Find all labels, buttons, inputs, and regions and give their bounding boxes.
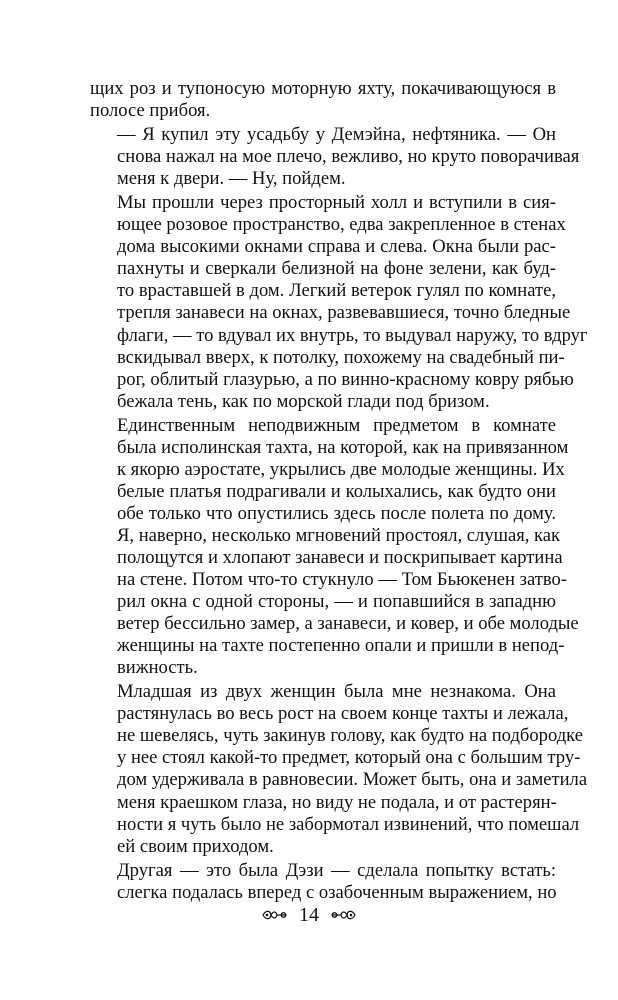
text-line: ветер бессильно замер, а занавеси, и ковер, и обе молодые xyxy=(117,613,579,635)
paragraph xyxy=(90,192,588,412)
text-line: ей своим приходом. xyxy=(117,835,274,857)
text-line: Я, наверно, несколько мгновений простоял, слушая, как xyxy=(117,524,561,546)
text-line: Младшая из двух женщин была мне незнакома. Она xyxy=(117,681,556,703)
text-line: флаги, — то вдувал их внутрь, то выдувал наружу, то вдруг xyxy=(117,324,588,346)
text-line: меня краешком глаза, но виду не подала, и от растерян- xyxy=(117,791,557,813)
paragraph xyxy=(90,414,579,680)
text-line: слегка подалась вперед с озабоченным выражением, но xyxy=(117,881,557,903)
text-line: меня к двери. — Ну, пойдем. xyxy=(117,168,346,190)
text-line: рил окна с одной стороны, — и попавшийся в западню xyxy=(117,591,556,613)
paragraph xyxy=(90,78,556,122)
text-line: ющее розовое пространство, едва закрепленное в стенах xyxy=(117,214,566,236)
text-line: трепля занавеси на окнах, развевавшиеся, точно бледные xyxy=(117,302,571,324)
paragraph xyxy=(90,681,588,857)
text-line: пахнуты и сверкали белизной на фоне зелени, как буд- xyxy=(117,258,556,280)
text-line: не шевелясь, чуть закинув голову, как будто на подбородке xyxy=(117,725,584,747)
floral-ornament-icon xyxy=(262,908,288,922)
text-line: дома высокими окнами справа и слева. Окна были рас- xyxy=(117,236,556,258)
text-line: вскидывал вверх, к потолку, похожему на свадебный пи- xyxy=(117,346,565,368)
text-line: рог, облитый глазурью, а по винно-красному ковру рябью xyxy=(117,368,574,390)
text-line: полощутся и хлопают занавеси и поскрипывает картина xyxy=(117,546,563,568)
body-text xyxy=(90,78,588,906)
floral-ornament-icon xyxy=(330,908,356,922)
paragraph xyxy=(90,860,556,904)
text-line: Мы прошли через просторный холл и вступили в сия- xyxy=(117,192,556,214)
text-line: снова нажал на мое плечо, вежливо, но круто поворачивая xyxy=(117,146,580,168)
page-footer xyxy=(0,902,618,927)
text-line: ности я чуть было не забормотал извинений, что помешал xyxy=(117,813,580,835)
text-line: щих роз и тупоносую моторную яхту, покачивающуюся в xyxy=(90,78,556,99)
text-line: бежала тень, как по морской глади под бризом. xyxy=(117,390,490,412)
page-number: 14 xyxy=(299,904,319,927)
text-line: к якорю аэростате, укрылись две молодые женщины. Их xyxy=(117,458,565,480)
text-line: — Я купил эту усадьбу у Демэйна, нефтяника. — Он xyxy=(117,124,556,146)
text-line: Единственным неподвижным предметом в комнате xyxy=(117,414,556,436)
text-line: у нее стоял какой-то предмет, который она с большим тру- xyxy=(117,747,581,769)
text-line: на стене. Потом что-то стукнуло — Том Бьюкенен затво- xyxy=(117,569,567,591)
paragraph xyxy=(90,124,580,190)
text-line: то враставшей в дом. Легкий ветерок гулял по комнате, xyxy=(117,280,556,302)
text-line: белые платья подрагивали и колыхались, как будто они xyxy=(117,480,556,502)
text-line: была исполинская тахта, на которой, как на привязанном xyxy=(117,436,569,458)
text-line: обе только что опустились здесь после полета по дому. xyxy=(117,502,556,524)
text-line: растянулась во весь рост на своем конце тахты и лежала, xyxy=(117,703,569,725)
text-line: дом удерживала в равновесии. Может быть, она и заметила xyxy=(117,769,588,791)
text-line: Другая — это была Дэзи — сделала попытку встать: xyxy=(117,859,556,881)
text-line: полосе прибоя. xyxy=(90,100,211,122)
text-line: женщины на тахте постепенно опали и пришли в непод- xyxy=(117,635,565,657)
text-line: вижность. xyxy=(117,657,198,679)
